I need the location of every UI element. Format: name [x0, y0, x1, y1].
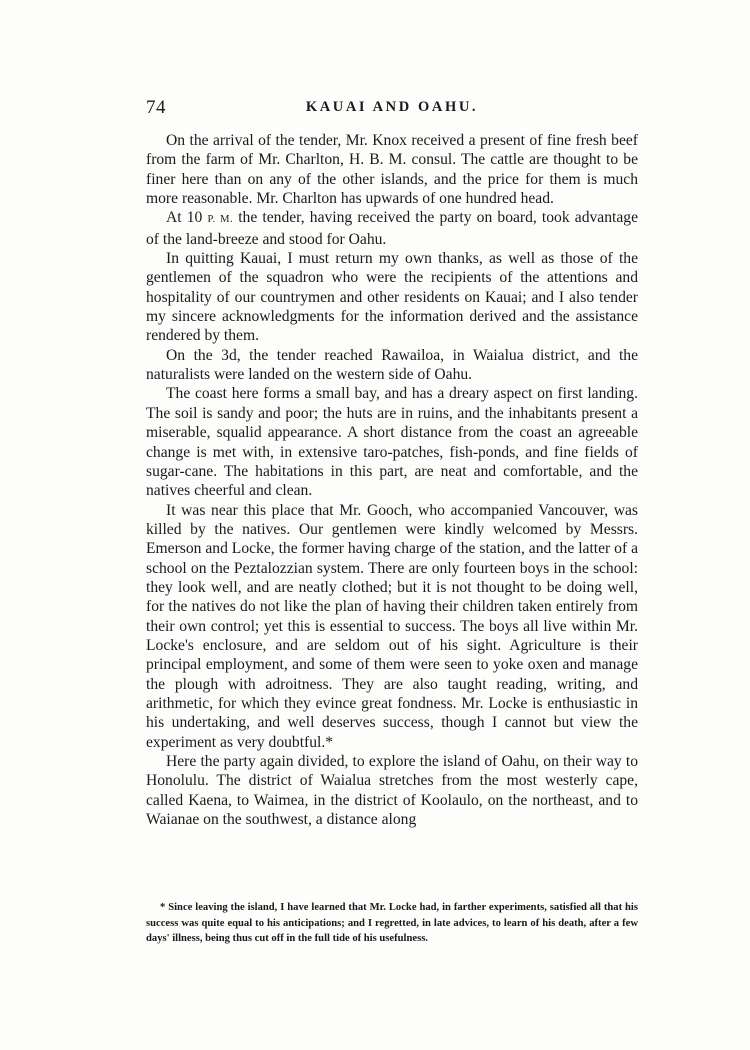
paragraph-2-start: At 10 — [166, 209, 208, 227]
body-text — [146, 131, 638, 829]
footnote — [146, 900, 638, 947]
paragraph-5: The coast here forms a small bay, and has a dreary aspect on first landing. The soil is sandy and poor; the huts are in ruins, and the inhabitants present a miserable, squalid appearance. A short distance from the coast an agreeable change is met with, in extensive taro-patches, fish-ponds, and fine fields of sugar-cane. The habitations in this part, are neat and comfortable, and the natives cheerful and clean. — [146, 385, 638, 500]
paragraph-4: On the 3d, the tender reached Rawailoa, in Waialua district, and the naturalists were landed on the western side of Oahu. — [146, 346, 638, 384]
page-header — [146, 97, 638, 121]
paragraph-6: It was near this place that Mr. Gooch, who accompanied Vancouver, was killed by the natives. Our gentlemen were kindly welcomed by Messrs. Emerson and Locke, the former having charge of the station, and the latter of a school on the Peztalozzian system. There are only fourteen boys in the school: they look well, and are neatly clothed; but it is not thought to be doing well, for the natives do not like the plan of having their children taken entirely from their own control; yet this is essential to success. The boys all live within Mr. Locke's enclosure, and are seldom out of his sight. Agriculture is their principal employment, and some of them were seen to yoke oxen and manage the plough with adroitness. They are also taught reading, writing, and arithmetic, for which they evince great fondness. Mr. Locke is enthusiastic in his undertaking, and well deserves success, though I cannot but view the experiment as very doubtful.* — [146, 501, 638, 751]
paragraph-1: On the arrival of the tender, Mr. Knox received a present of fine fresh beef from the farm of Mr. Charlton, H. B. M. consul. The cattle are thought to be finer here than on any of the other islands, and the price for them is much more reasonable. Mr. Charlton has upwards of one hundred head. — [146, 132, 638, 208]
running-head: KAUAI AND OAHU. — [305, 99, 479, 115]
paragraph-3: In quitting Kauai, I must return my own thanks, as well as those of the gentlemen of the squadron who were the recipients of the attentions and hospitality of our countrymen and other residents on Kauai; and I also tender my sincere acknowledgments for the information derived and the assistance rendered by them. — [146, 250, 638, 345]
time-pm: P. M. — [207, 214, 234, 226]
footnote-text: * Since leaving the island, I have learned that Mr. Locke had, in farther experiments, satisfied all that his success was quite equal to his anticipations; and I regretted, in late advices, to learn of his death, after a few days' illness, being thus cut off in the full tide of his usefulness. — [146, 902, 638, 944]
paragraph-2-rest: the tender, having received the party on board, took advantage of the land-breeze and stood for Oahu. — [146, 209, 638, 248]
paragraph-2 — [146, 208, 638, 249]
paragraph-7: Here the party again divided, to explore the island of Oahu, on their way to Honolulu. The district of Waialua stretches from the most westerly cape, called Kaena, to Waimea, in the district of Koolaulo, on the northeast, and to Waianae on the southwest, a distance along — [146, 753, 638, 829]
page-number: 74 — [146, 97, 166, 118]
